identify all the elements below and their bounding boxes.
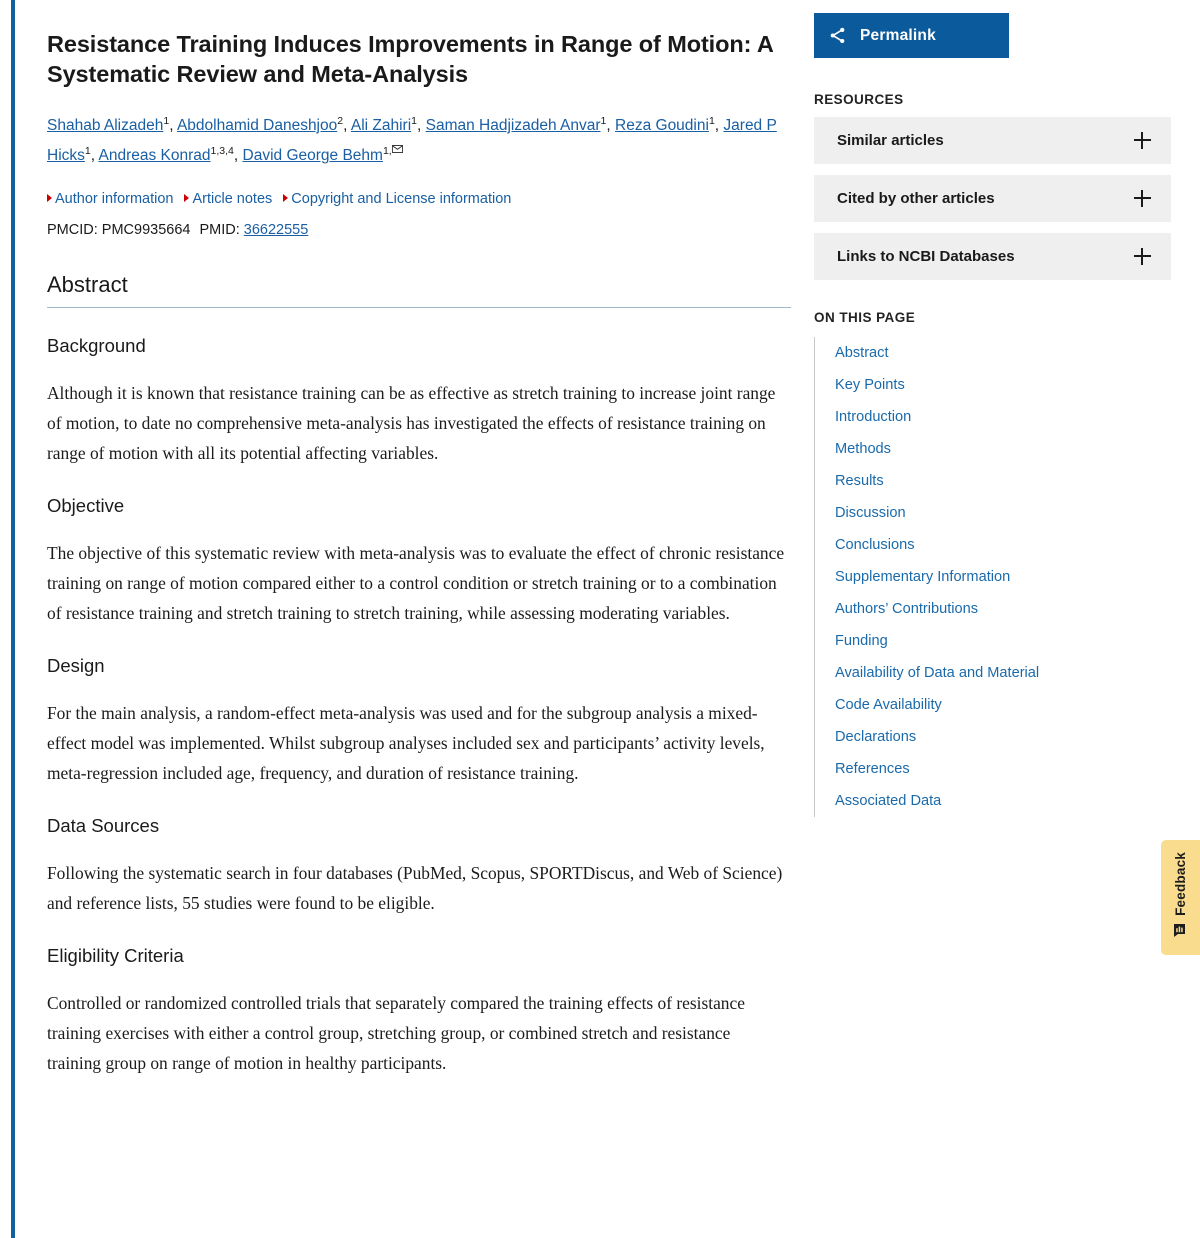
envelope-icon[interactable] (392, 145, 402, 153)
author-information-toggle[interactable] (47, 189, 173, 209)
nav-item-associated-data[interactable]: Associated Data (835, 793, 942, 809)
nav-item-discussion[interactable]: Discussion (835, 505, 906, 521)
nav-item-supplementary-information[interactable]: Supplementary Information (835, 569, 1011, 585)
author-list (47, 111, 792, 171)
resources-list (814, 117, 1171, 280)
author-link[interactable]: Abdolhamid Daneshjoo (176, 117, 338, 134)
article-notes-toggle[interactable] (184, 189, 272, 209)
section-body-data-sources: Following the systematic search in four databases (PubMed, Scopus, SPORTDiscus, and Web of Science) and reference lists, 55 studies were found to be eligible. (47, 863, 783, 913)
section-heading-objective: Objective (47, 495, 125, 516)
triangle-right-icon (47, 194, 52, 202)
author-link[interactable]: David George Behm (242, 147, 383, 164)
author-separator: , (90, 147, 99, 164)
section-heading-data-sources: Data Sources (47, 815, 160, 836)
nav-item-authors-contributions[interactable]: Authors’ Contributions (835, 601, 979, 617)
author-affiliation: 1 (600, 114, 607, 127)
share-icon (814, 26, 860, 45)
author-affiliation: 2 (337, 114, 344, 127)
author-separator: , (169, 117, 177, 134)
pmid-label: PMID: (199, 222, 240, 238)
pmid-link[interactable]: 36622555 (243, 222, 309, 238)
triangle-right-icon (184, 194, 189, 202)
author-entry[interactable] (176, 114, 344, 134)
author-entry[interactable] (242, 144, 402, 164)
nav-item-conclusions[interactable]: Conclusions (835, 537, 915, 553)
author-entry[interactable] (350, 114, 417, 134)
author-entry[interactable] (98, 144, 234, 164)
nav-item-results[interactable]: Results (835, 473, 884, 489)
resource-label: Links to NCBI Databases (837, 248, 1015, 265)
resource-row-similar-articles[interactable] (814, 117, 1171, 164)
author-entry[interactable] (615, 114, 715, 134)
section-heading-eligibility-criteria: Eligibility Criteria (47, 945, 184, 966)
nav-item-funding[interactable]: Funding (835, 633, 888, 649)
author-separator: , (343, 117, 351, 134)
plus-icon[interactable] (1134, 132, 1151, 149)
bar-chart-icon (1173, 923, 1189, 943)
nav-item-code-availability[interactable]: Code Availability (835, 697, 942, 713)
author-link[interactable]: Jared P Hicks (47, 117, 777, 164)
author-information-label[interactable]: Author information (55, 191, 174, 207)
author-link[interactable]: Shahab Alizadeh (47, 117, 164, 134)
author-link[interactable]: Reza Goudini (615, 117, 709, 134)
author-link[interactable]: Ali Zahiri (350, 117, 412, 134)
nav-item-methods[interactable]: Methods (835, 441, 891, 457)
author-affiliation: 1 (84, 144, 91, 157)
page-title: Resistance Training Induces Improvements in Range of Motion: A Systematic Review and Meta-Analysis (47, 31, 773, 87)
pmcid-label: PMCID: (47, 222, 98, 238)
author-separator: , (233, 147, 243, 164)
author-affiliation: 1, (382, 144, 392, 157)
meta-links (47, 189, 792, 209)
on-this-page-heading: ON THIS PAGE (814, 310, 916, 325)
copyright-license-label[interactable]: Copyright and License information (291, 191, 512, 207)
author-affiliation: 1 (411, 114, 417, 127)
copyright-license-toggle[interactable] (283, 189, 511, 209)
permalink-button-label: Permalink (860, 26, 936, 44)
section-body-objective: The objective of this systematic review with meta-analysis was to evaluate the effect of chronic resistance training on range of motion compared either to a control condition or stretch training or to a combination of resistance training and stretch training to stretch training, while assessing moderating variables. (47, 543, 785, 623)
section-body-eligibility-criteria: Controlled or randomized controlled trials that separately compared the training effects of resistance training exercises with either a control group, stretching group, or combined stretch and resistance training group on range of motion in healthy participants. (47, 993, 745, 1073)
resource-row-links-to-ncbi-databases[interactable] (814, 233, 1171, 280)
author-affiliation: 1,3,4 (210, 144, 234, 157)
section-body-design: For the main analysis, a random-effect meta-analysis was used and for the subgroup analysis a mixed-effect model was implemented. Whilst subgroup analyses included sex and participants’ activity levels, meta-regression included age, frequency, and duration of resistance training. (47, 703, 765, 783)
author-affiliation: 1 (163, 114, 170, 127)
article-notes-label[interactable]: Article notes (192, 191, 273, 207)
author-link[interactable]: Saman Hadjizadeh Anvar (425, 117, 601, 134)
nav-item-references[interactable]: References (835, 761, 910, 777)
sidebar (814, 0, 1174, 817)
plus-icon[interactable] (1134, 190, 1151, 207)
nav-item-introduction[interactable]: Introduction (835, 409, 912, 425)
author-entry[interactable] (47, 114, 170, 134)
author-link[interactable]: Andreas Konrad (98, 147, 211, 164)
section-heading-background: Background (47, 335, 146, 356)
left-accent-rule (11, 0, 15, 1238)
feedback-tab-label: Feedback (1173, 852, 1188, 916)
triangle-right-icon (283, 194, 288, 202)
plus-icon[interactable] (1134, 248, 1151, 265)
nav-item-declarations[interactable]: Declarations (835, 729, 917, 745)
abstract-heading: Abstract (47, 272, 791, 308)
resources-heading: RESOURCES (814, 92, 904, 107)
section-body-background: Although it is known that resistance training can be as effective as stretch training to increase joint range of motion, to date no comprehensive meta-analysis has investigated the effects of resistance training on range of motion with all its potential affecting variables. (47, 383, 776, 463)
article-main-column (47, 0, 792, 1095)
identifier-line (47, 220, 792, 240)
author-separator: , (714, 117, 724, 134)
resource-label: Cited by other articles (837, 190, 995, 207)
author-separator: , (417, 117, 426, 134)
feedback-tab[interactable] (1161, 840, 1200, 955)
author-affiliation: 1 (708, 114, 715, 127)
resource-label: Similar articles (837, 132, 944, 149)
nav-item-availability-of-data-and-material[interactable]: Availability of Data and Material (835, 665, 1040, 681)
author-entry[interactable] (425, 114, 607, 134)
permalink-button[interactable] (814, 13, 1009, 58)
pmcid-value: PMC9935664 (101, 222, 191, 238)
nav-item-key-points[interactable]: Key Points (835, 377, 905, 393)
resource-row-cited-by-other-articles[interactable] (814, 175, 1171, 222)
section-heading-design: Design (47, 655, 105, 676)
author-separator: , (606, 117, 616, 134)
nav-item-abstract[interactable]: Abstract (835, 345, 889, 361)
on-this-page-nav (814, 337, 1174, 817)
